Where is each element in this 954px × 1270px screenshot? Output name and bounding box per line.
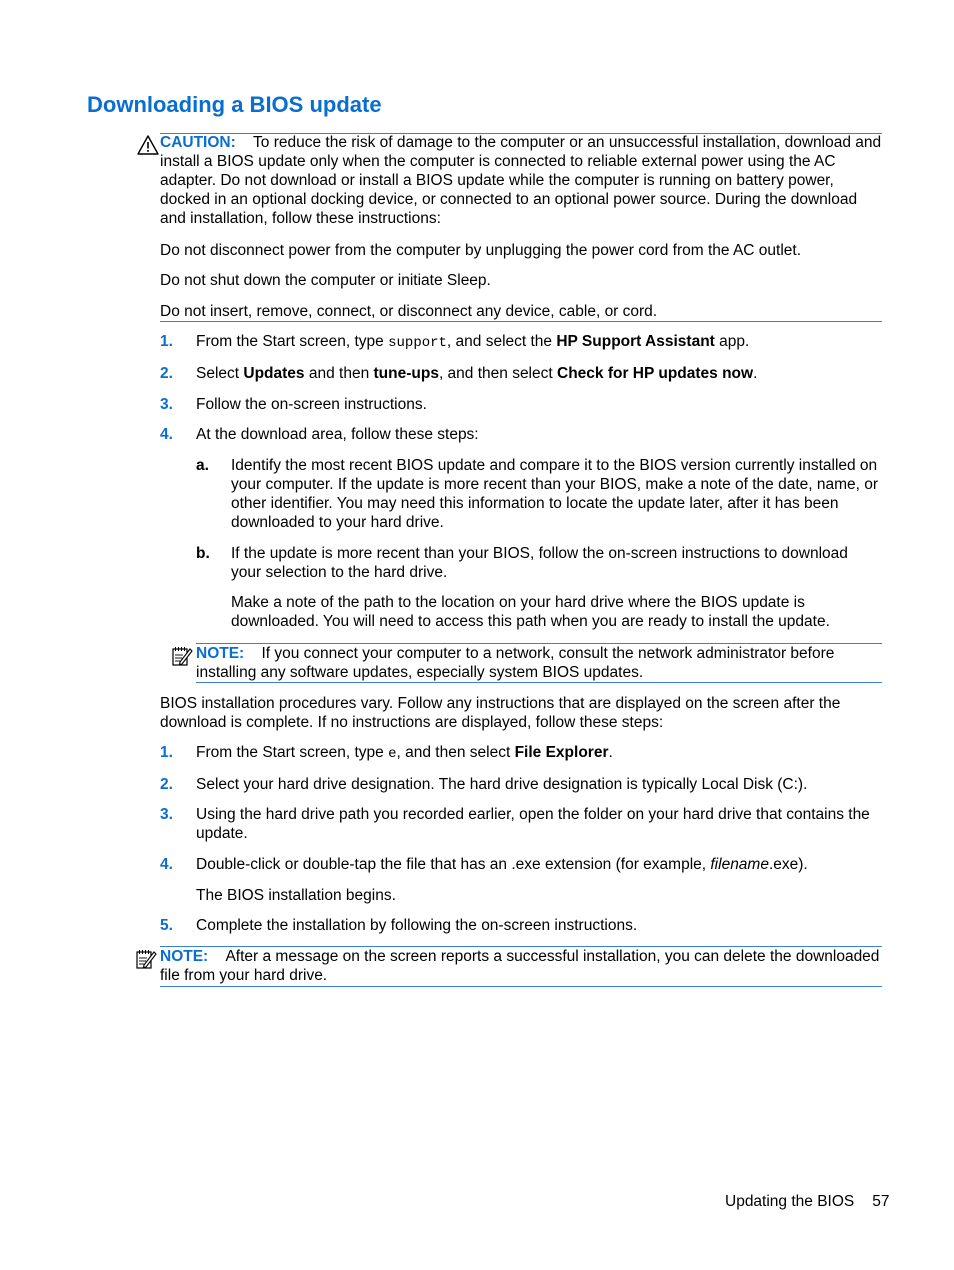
note1-bottom-rule [196,682,882,683]
caution-text [160,133,882,228]
code-support: support [388,335,447,351]
substep-label: b. [196,545,210,562]
substep-label: a. [196,457,209,474]
step-5-text: Complete the installation by following the on-screen instructions. [196,917,638,934]
step-1-text: From the Start screen, type e, and then select File Explorer. [196,744,613,762]
substep-a-text: Identify the most recent BIOS update and compare it to the BIOS version currently installed on your computer. If the update is more recent than your BIOS, make a note of the date, name, or other identifier. You may need this information to locate the update later, after it has been downloaded to your hard drive. [231,457,879,531]
caution-body: To reduce the risk of damage to the computer or an unsuccessful installation, download and install a BIOS update only when the computer is connected to reliable external power using the AC adapter. Do not download or install a BIOS update while the computer is running on battery power, docked in an optional docking device, or connected to an optional power source. During the download and installation, follow these instructions: [160,134,882,227]
note2-bottom-rule [160,986,882,987]
step-number: 3. [160,396,173,413]
warning-icon [137,135,159,155]
step-3-text: Follow the on-screen instructions. [196,396,427,413]
step-number: 1. [160,744,173,761]
step-number: 2. [160,776,173,793]
step-2-text: Select Updates and then tune-ups, and then select Check for HP updates now. [196,365,758,382]
hp-support-assistant: HP Support Assistant [556,333,715,350]
note1-label: NOTE: [196,645,245,662]
code-e: e [388,746,397,762]
page-footer [725,1192,890,1211]
intro-paragraph: BIOS installation procedures vary. Follow any instructions that are displayed on the screen after the download is complete. If no instructions are displayed, follow these steps: [160,695,841,731]
step-1-text: From the Start screen, type support, and select the HP Support Assistant app. [196,333,750,351]
caution-label: CAUTION: [160,134,236,151]
step-number: 4. [160,426,173,443]
file-explorer: File Explorer [514,744,609,761]
step-2-text: Select your hard drive designation. The hard drive designation is typically Local Disk (C:). [196,776,808,793]
note-icon [171,645,193,667]
caution-instruction-3: Do not insert, remove, connect, or disconnect any device, cable, or cord. [160,303,658,320]
note-icon [135,948,157,970]
note2-text: NOTE: After a message on the screen reports a successful installation, you can delete the downloaded file from your hard drive. [160,948,880,984]
step-number: 5. [160,917,173,934]
footer-section-title: Updating the BIOS [725,1193,855,1210]
caution-bottom-rule [160,321,882,322]
page-title: Downloading a BIOS update [87,92,382,117]
substep-b-note: Make a note of the path to the location on your hard drive where the BIOS update is downloaded. You will need to access this path when you are ready to install the update. [231,594,830,630]
note2-label: NOTE: [160,948,209,965]
substep-b-text: If the update is more recent than your BIOS, follow the on-screen instructions to download your selection to the hard drive. [231,545,848,581]
step-number: 3. [160,806,173,823]
step-4-result: The BIOS installation begins. [196,887,396,904]
page-number: 57 [872,1193,890,1210]
step-4-text: At the download area, follow these steps: [196,426,479,443]
step-number: 1. [160,333,173,350]
step-number: 4. [160,856,173,873]
caution-instruction-2: Do not shut down the computer or initiate Sleep. [160,272,491,289]
step-3-text: Using the hard drive path you recorded earlier, open the folder on your hard drive that contains the update. [196,806,870,842]
step-4-text: Double-click or double-tap the file that has an .exe extension (for example, filename.exe). [196,856,808,873]
caution-instruction-1: Do not disconnect power from the computer by unplugging the power cord from the AC outlet. [160,242,802,259]
note1-text: NOTE: If you connect your computer to a network, consult the network administrator before installing any software updates, especially system BIOS updates. [196,645,835,681]
step-number: 2. [160,365,173,382]
